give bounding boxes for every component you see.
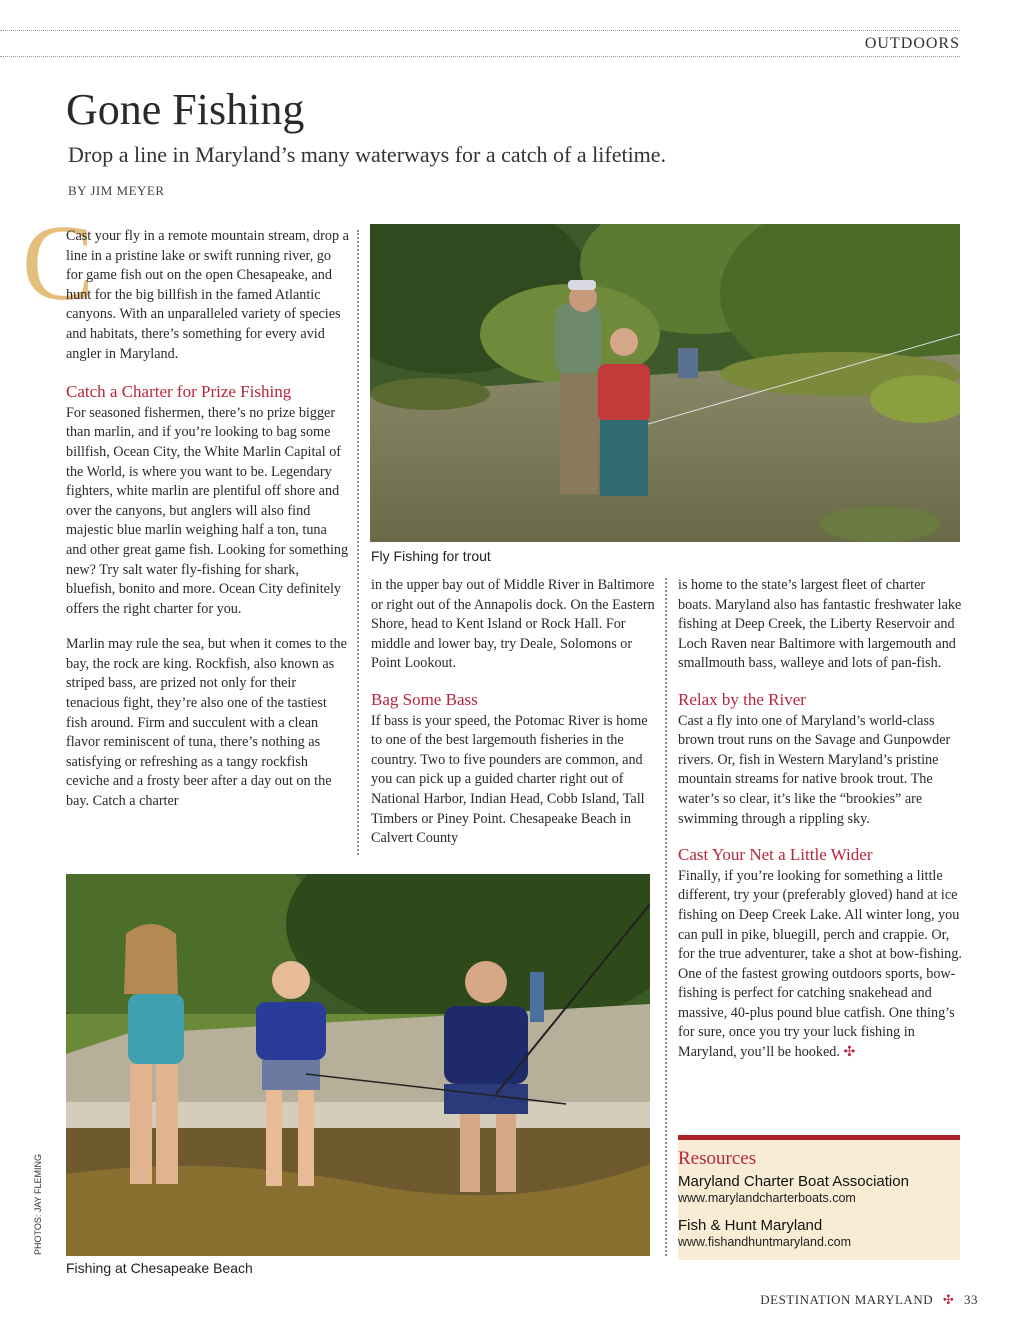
publication-name: DESTINATION MARYLAND: [760, 1292, 934, 1307]
article-title: Gone Fishing: [66, 85, 305, 134]
paragraph: For seasoned fishermen, there’s no prize bigger than marlin, and if you’re looking to bag some billfish, Ocean City, the White Marlin Capital of the World, is where you want to be. Legendary fighters, white marlin are plentiful off shore and over the canyons, but anglers will also find majestic blue marlin weighing half a ton, tuna and other great game fish. Looking for something new? Try salt water fly-fishing for shark, bluefish, bonito and more. Ocean City definitely offers the right charter for you.: [66, 404, 349, 617]
ornament-icon: ✣: [942, 1292, 955, 1307]
fly-fishing-image: [370, 224, 960, 542]
page-footer: [760, 1292, 978, 1308]
paragraph: If bass is your speed, the Potomac River is home to one of the best largemouth fisheries in the country. Two to five pounders are common, and you can pick up a guided charter right out of National Harbor, Indian Head, Cobb Island, Tall Timbers or Piney Point. Chesapeake Beach in Calvert County: [371, 712, 648, 847]
end-mark-icon: ✣: [843, 1044, 856, 1061]
resources-box: [678, 1135, 960, 1260]
heading-net: Cast Your Net a Little Wider: [678, 845, 873, 865]
column-divider: [665, 578, 667, 1256]
resources-title: Resources: [678, 1148, 757, 1169]
column-2: [371, 576, 655, 865]
header-rule-top: [0, 30, 960, 31]
heading-bass: Bag Some Bass: [371, 689, 478, 709]
heading-charter: Catch a Charter for Prize Fishing: [66, 382, 292, 402]
paragraph: in the upper bay out of Middle River in Baltimore or right out of the Annapolis dock. On the Eastern Shore, head to Kent Island or Rock Hall. For middle and lower bay, try Deale, Solomons or Point Lookout.: [371, 577, 655, 672]
byline: BY JIM MEYER: [68, 183, 165, 198]
chesapeake-beach-image: [66, 874, 650, 1256]
paragraph: Cast a fly into one of Maryland’s world-class brown trout runs on the Savage and Gunpowder rivers. Or, fish in Western Maryland’s pristine mountain streams for native brook trout. The water’s so clear, it’s like the “brookies” are swimming through a rippling sky.: [678, 712, 951, 827]
resource-link[interactable]: www.marylandcharterboats.com: [678, 1191, 856, 1205]
heading-river: Relax by the River: [678, 689, 806, 709]
resource-name: Fish & Hunt Maryland: [678, 1217, 823, 1234]
paragraph: Marlin may rule the sea, but when it comes to the bay, the rock are king. Rockfish, also known as striped bass, are prized not only for their tenacious fight, they’re also one of the tastiest fish around. Firm and succulent with a clean flavor reminiscent of tuna, there’s nothing as satisfying or refreshing as a tangy rockfish ceviche and a frosty beer after a day out on the bay. Catch a charter: [66, 636, 347, 810]
article-subtitle: Drop a line in Maryland’s many waterways for a catch of a lifetime.: [68, 142, 667, 167]
section-label: OUTDOORS: [864, 35, 960, 52]
paragraph: [678, 867, 962, 1063]
resource-name: Maryland Charter Boat Association: [678, 1173, 909, 1190]
caption-bottom-photo: Fishing at Chesapeake Beach: [66, 1260, 253, 1276]
photo-chesapeake-beach: [66, 874, 650, 1256]
resource-link[interactable]: www.fishandhuntmaryland.com: [678, 1235, 851, 1249]
paragraph-text: Finally, if you’re looking for something a little different, try your (preferably gloved) hand at ice fishing on Deep Creek Lake. All winter long, you can pull in pike, bluegill, perch and crappie. Or, for the true adventurer, take a shot at bow-fishing. One of the fastest growing outdoors sports, bow-fishing is perfect for catching snakehead and massive, 40-plus pound blue catfish. One thing’s for sure, once you try your luck fishing in Maryland, you’ll be hooked.: [678, 867, 962, 1061]
paragraph: is home to the state’s largest fleet of charter boats. Maryland also has fantastic freshwater lake fishing at Deep Creek, the Liberty Reservoir and Loch Raven near Baltimore with largemouth and smallmouth bass, walleye and lots of pan-fish.: [678, 577, 962, 672]
page-number: 33: [964, 1292, 978, 1307]
photo-credit: PHOTOS: JAY FLEMING: [33, 1153, 43, 1255]
column-divider: [357, 230, 359, 855]
photo-fly-fishing: [370, 224, 960, 542]
column-1: [66, 227, 350, 828]
drop-cap: C: [22, 204, 95, 323]
header-rule-bottom: [0, 56, 960, 57]
intro-paragraph: Cast your fly in a remote mountain stream, drop a line in a pristine lake or swift running river, go for game fish out on the open Chesapeake, and hunt for the big billfish in the famed Atlantic canyons. With an unparalleled variety of species and habitats, there’s something for every avid angler in Maryland.: [66, 228, 349, 362]
column-3: [678, 576, 962, 1063]
caption-top-photo: Fly Fishing for trout: [371, 548, 491, 564]
